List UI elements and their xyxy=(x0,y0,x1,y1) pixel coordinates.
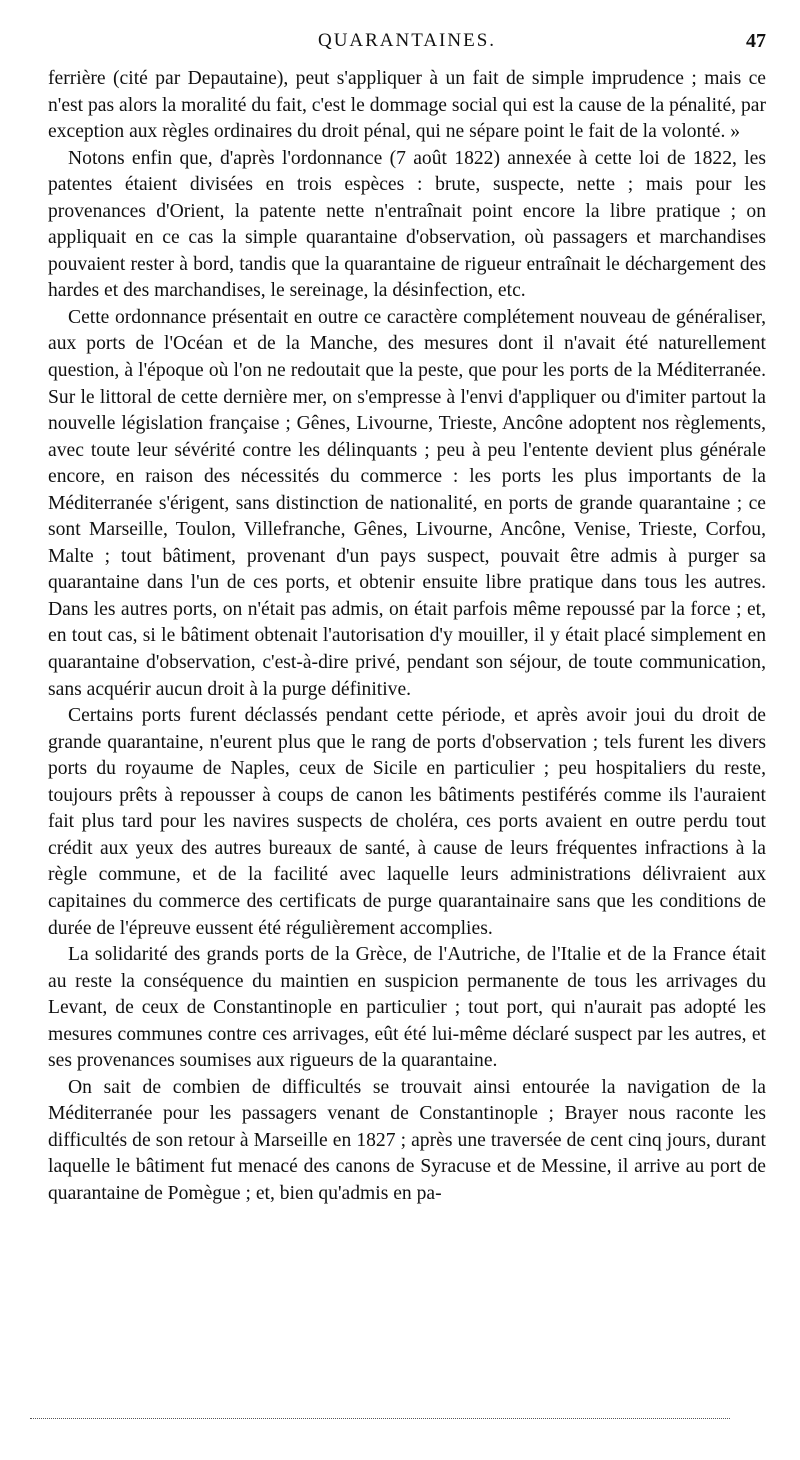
running-title: QUARANTAINES. xyxy=(317,30,497,51)
paragraph: Certains ports furent déclassés pendant cette période, et après avoir joui du droit de grande quarantaine, n'eurent plus que le rang de ports d'observation ; tels furent les divers ports du royaume de Naples, ceux de Sicile en particulier ; peu hospitaliers du reste, toujours prêts à repousser à coups de canon les bâtiments pestiférés comme ils l'auraient fait plus tard pour les navires suspects de choléra, ces ports avaient en outre perdu tout crédit aux yeux des autres bureaux de santé, à cause de leurs fréquentes infractions à la règle commune, et de la facilité avec laquelle leurs administrations délivraient aux capitaines du commerce des certificats de purge quarantainaire sans que les conditions de durée de l'épreuve eussent été régulièrement accomplies. xyxy=(48,705,766,939)
document-page xyxy=(48,28,766,1208)
footer-dotted-rule xyxy=(30,1418,730,1419)
paragraph: On sait de combien de difficultés se trouvait ainsi entourée la navigation de la Méditerranée pour les passagers venant de Constantinople ; Brayer nous raconte les difficultés de son retour à Marseille en 1827 ; après une traversée de cent cinq jours, durant laquelle le bâtiment fut menacé des canons de Syracuse et de Messine, il arrive au port de quarantaine de Pomègue ; et, bien qu'admis en pa- xyxy=(48,1076,766,1204)
body-text xyxy=(48,66,766,1208)
paragraph: La solidarité des grands ports de la Grèce, de l'Autriche, de l'Italie et de la France était au reste la conséquence du maintien en suspicion permanente de tous les arrivages du Levant, de ceux de Constantinople en particulier ; tout port, qui n'aurait pas adopté les mesures communes contre ces arrivages, eût été lui-même déclaré suspect par les autres, et ses provenances soumises aux rigueurs de la quarantaine. xyxy=(48,944,766,1072)
paragraph: Cette ordonnance présentait en outre ce caractère complétement nouveau de généraliser, aux ports de l'Océan et de la Manche, des mesures dont il n'avait été naturellement question, à l'époque où l'on ne redoutait que la peste, que pour les ports de la Méditerranée. Sur le littoral de cette dernière mer, on s'empresse à l'envi d'appliquer ou d'imiter partout la nouvelle législation française ; Gênes, Livourne, Trieste, Ancône adoptent nos règlements, avec toute leur sévérité contre les délinquants ; peu à peu l'entente devient plus générale encore, en raison des nécessités du commerce : les ports les plus importants de la Méditerranée s'érigent, sans distinction de nationalité, en ports de grande quarantaine ; ce sont Marseille, Toulon, Villefranche, Gênes, Livourne, Ancône, Venise, Trieste, Corfou, Malte ; tout bâtiment, provenant d'un pays suspect, pouvait être admis à purger sa quarantaine dans l'un de ces ports, et obtenir ensuite libre pratique dans tous les autres. Dans les autres ports, on n'était pas admis, on était parfois même repoussé par la force ; et, en tout cas, si le bâtiment obtenait l'autorisation d'y mouiller, il y était placé simplement en quarantaine d'observation, c'est-à-dire privé, pendant son séjour, de toute communication, sans acquérir aucun droit à la purge définitive. xyxy=(48,306,766,700)
page-header xyxy=(48,28,766,58)
paragraph-continued: ferrière (cité par Depautaine), peut s'appliquer à un fait de simple imprudence ; mais ce n'est pas alors la moralité du fait, c'est le dommage social qui est la cause de la pénalité, par exception aux règles ordinaires du droit pénal, qui ne sépare point le fait de la volonté. » xyxy=(48,68,766,143)
page-number: 47 xyxy=(746,30,766,52)
paragraph: Notons enfin que, d'après l'ordonnance (7 août 1822) annexée à cette loi de 1822, les patentes étaient divisées en trois espèces : brute, suspecte, nette ; mais pour les provenances d'Orient, la patente nette n'entraînait point encore la libre pratique ; on appliquait en ce cas la simple quarantaine d'observation, où passagers et marchandises pouvaient rester à bord, tandis que la quarantaine de rigueur entraînait le déchargement des hardes et des marchandises, le sereinage, la désinfection, etc. xyxy=(48,147,766,302)
